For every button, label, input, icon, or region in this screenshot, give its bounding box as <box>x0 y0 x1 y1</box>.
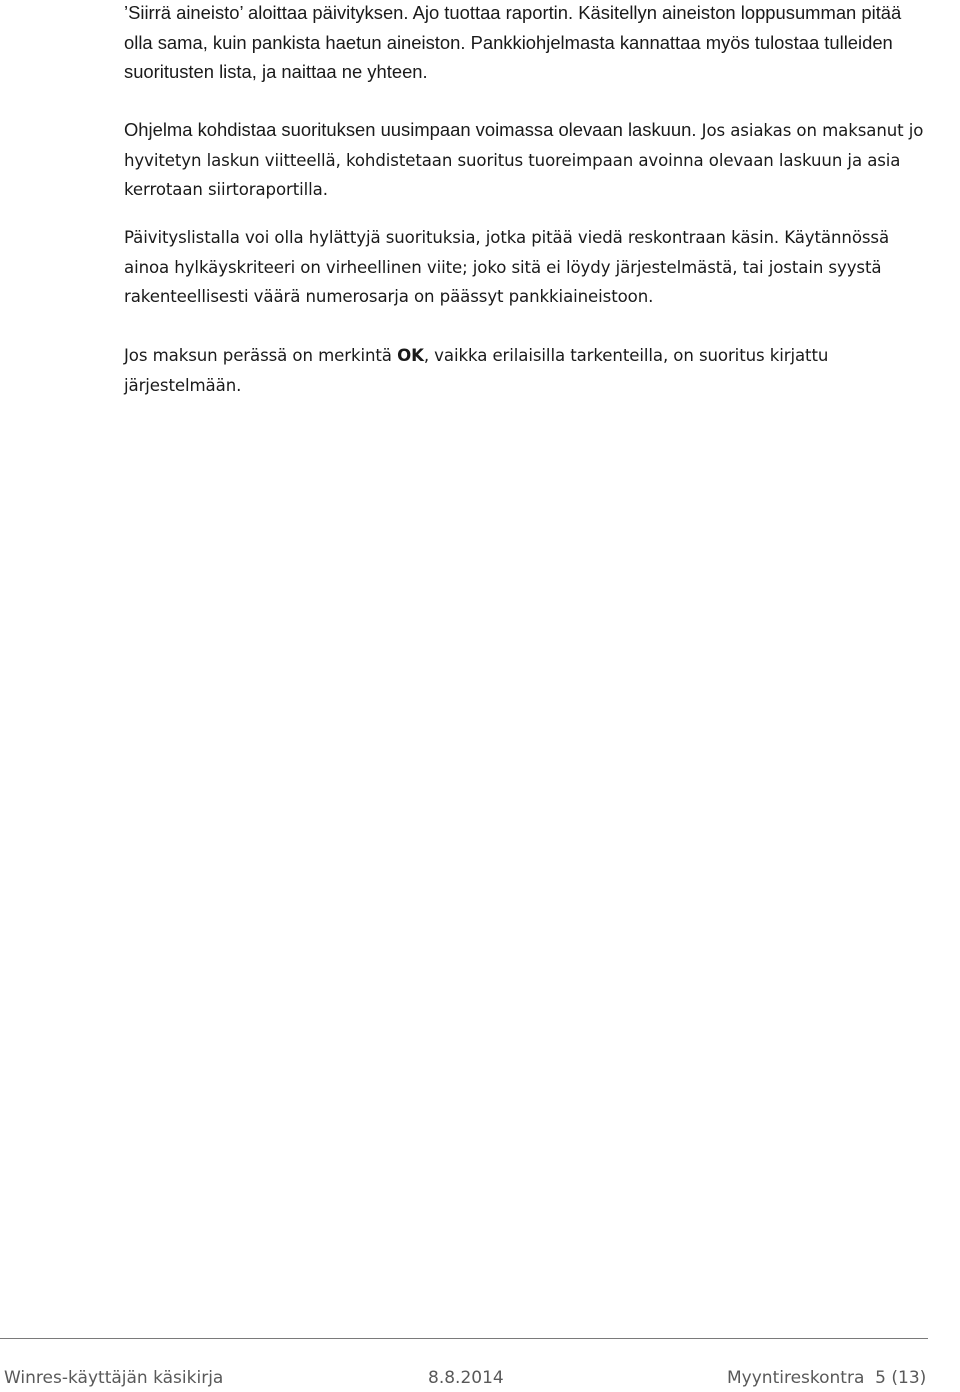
paragraph-allocation <box>124 115 923 205</box>
footer-divider <box>0 1338 928 1339</box>
footer-section-page: Myyntireskontra 5 (13) <box>727 1368 927 1388</box>
paragraph-rejected-payments <box>124 223 889 312</box>
text-line: suoritusten lista, ja naittaa ne yhteen. <box>124 61 428 82</box>
text-line: hyvitetyn laskun viitteellä, kohdistetaan suoritus tuoreimpaan avoinna olevaan laskuun ja asia <box>124 150 901 170</box>
text-span: , vaikka erilaisilla tarkenteilla, on suoritus kirjattu <box>423 346 829 365</box>
footer-document-title: Winres-käyttäjän käsikirja <box>4 1368 224 1388</box>
text-line: kerrotaan siirtoraportilla. <box>124 180 328 199</box>
text-line: olla sama, kuin pankista haetun aineiston. Pankkiohjelmasta kannattaa myös tulostaa tulleiden <box>124 31 893 53</box>
text-span: Jos maksun perässä on merkintä <box>124 346 398 365</box>
footer-date: 8.8.2014 <box>428 1368 504 1388</box>
text-line: ainoa hylkäyskriteeri on virheellinen viite; joko sitä ei löydy järjestelmästä, tai jostain syystä <box>124 257 882 277</box>
text-span: Jos asiakas on maksanut jo <box>696 121 924 140</box>
text-line: Päivityslistalla voi olla hylättyjä suorituksia, jotka pitää viedä reskontraan käsin. Käytännössä <box>124 228 890 247</box>
page-footer <box>0 1366 960 1390</box>
text-line <box>124 341 828 371</box>
text-line: rakenteellisesti väärä numerosarja on päässyt pankkiaineistoon. <box>124 287 654 306</box>
text-line <box>124 115 923 146</box>
paragraph-ok-marking <box>124 341 828 400</box>
paragraph-transfer-report <box>124 0 901 87</box>
text-span: Ohjelma kohdistaa suorituksen uusimpaan voimassa olevaan laskuun. <box>124 119 697 140</box>
ok-marker: OK <box>397 346 424 365</box>
text-line: järjestelmään. <box>124 375 242 395</box>
text-line: ’Siirrä aineisto’ aloittaa päivityksen. Ajo tuottaa raportin. Käsitellyn aineiston loppusumman pitää <box>124 2 902 23</box>
